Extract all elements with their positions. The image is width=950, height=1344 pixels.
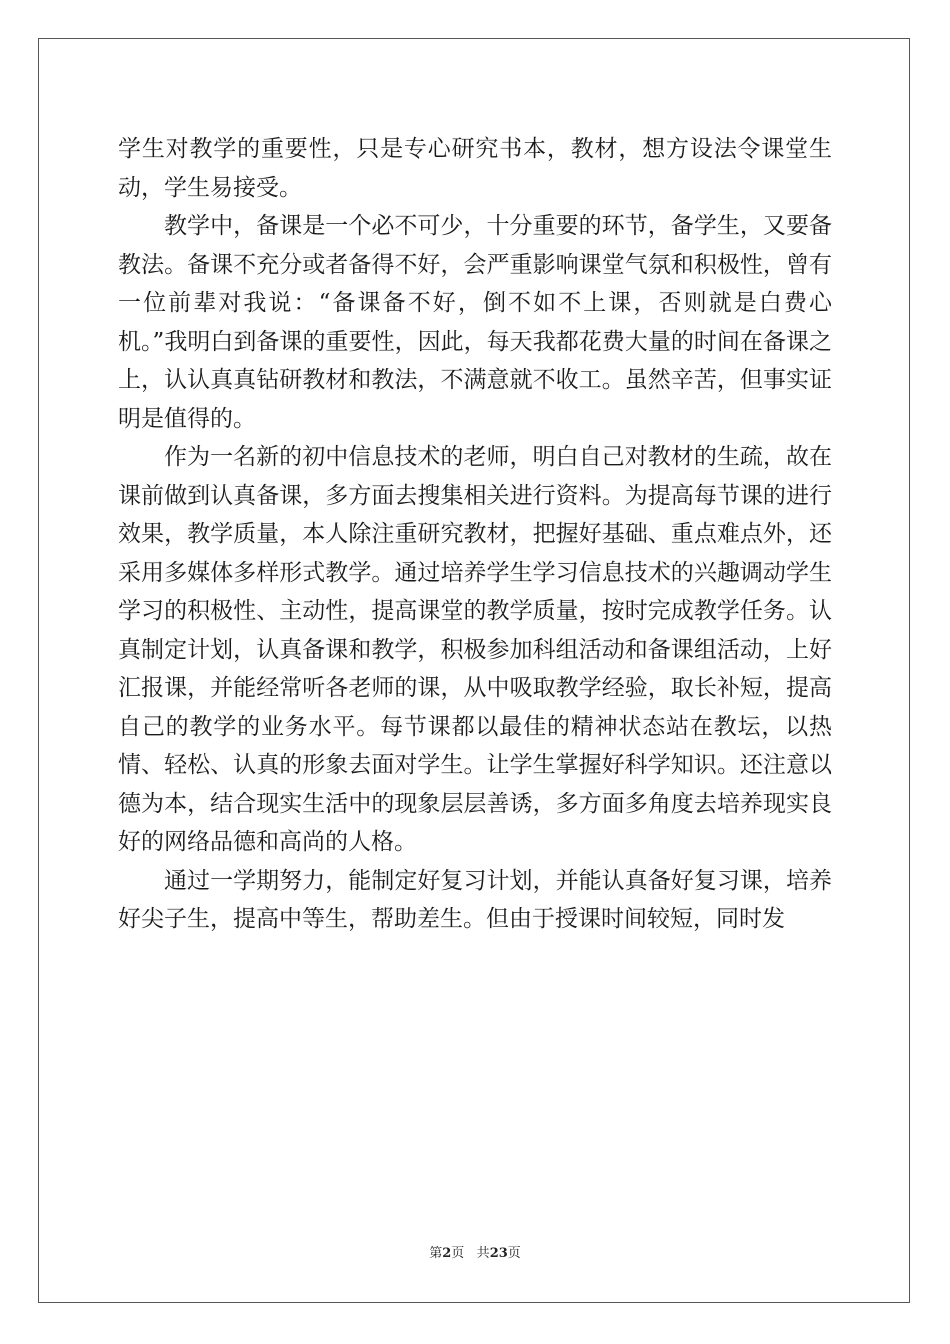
page-suffix: 页 — [451, 1246, 465, 1261]
page-prefix: 第 — [429, 1246, 443, 1261]
page-number: 2 — [442, 1246, 452, 1261]
paragraph-2: 教学中，备课是一个必不可少，十分重要的环节，备学生，又要备教法。备课不充分或者备得不好，会严重影响课堂气氛和积极性，曾有一位前辈对我说：“备课备不好，倒不如不上课，否则就是白费心机。”我明白到备课的重要性，因此，每天我都花费大量的时间在备课之上，认认真真钻研教材和教法，不满意就不收工。虽然辛苦，但事实证明是值得的。 — [118, 213, 832, 432]
total-suffix: 页 — [507, 1246, 521, 1261]
paragraph-1: 学生对教学的重要性，只是专心研究书本，教材，想方设法令课堂生动，学生易接受。 — [118, 136, 832, 201]
paragraph-4: 通过一学期努力，能制定好复习计划，并能认真备好复习课，培养好尖子生，提高中等生，帮助差生。但由于授课时间较短，同时发 — [118, 867, 832, 932]
total-prefix: 共 — [476, 1246, 490, 1261]
paragraph-3: 作为一名新的初中信息技术的老师，明白自己对教材的生疏，故在课前做到认真备课，多方面去搜集相关进行资料。为提高每节课的进行效果，教学质量，本人除注重研究教材，把握好基础、重点难点外，还采用多媒体多样形式教学。通过培养学生学习信息技术的兴趣调动学生学习的积极性、主动性，提高课堂的教学质量，按时完成教学任务。认真制定计划，认真备课和教学，积极参加科组活动和备课组活动，上好汇报课，并能经常听各老师的课，从中吸取教学经验，取长补短，提高自己的教学的业务水平。每节课都以最佳的精神状态站在教坛，以热情、轻松、认真的形象去面对学生。让学生掌握好科学知识。还注意以德为本，结合现实生活中的现象层层善诱，多方面多角度去培养现实良好的网络品德和高尚的人格。 — [118, 444, 832, 855]
document-body — [118, 130, 832, 939]
page-footer — [0, 1246, 950, 1262]
total-pages: 23 — [489, 1246, 508, 1261]
footer-separator — [464, 1246, 476, 1261]
